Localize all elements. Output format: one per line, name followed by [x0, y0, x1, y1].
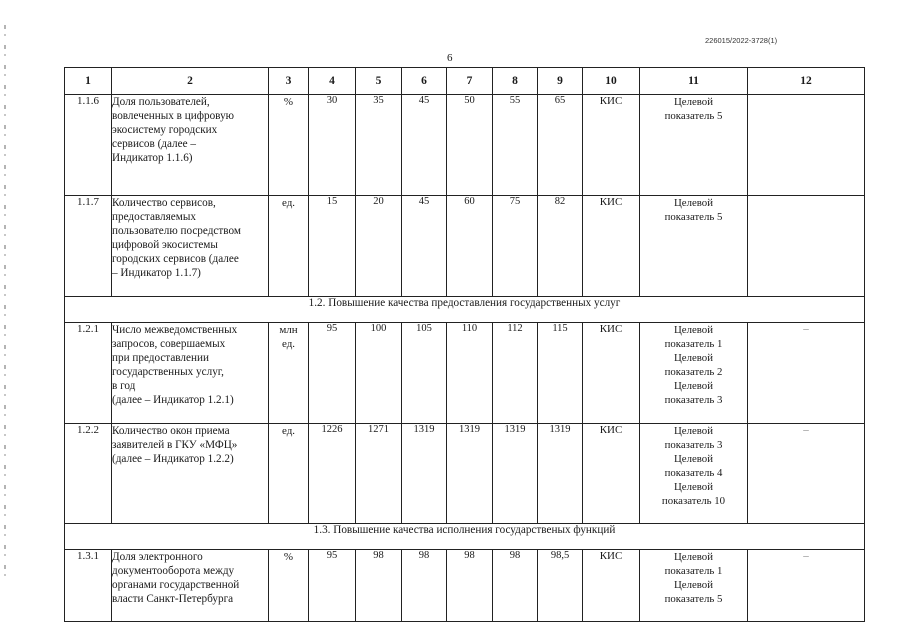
value-cell: 55 [493, 95, 538, 196]
scan-edge-mark [4, 25, 6, 585]
note-line: Целевой [674, 551, 713, 563]
col-header: 7 [447, 68, 493, 95]
section-row [65, 297, 865, 323]
source-cell: КИС [583, 323, 640, 424]
value-cell: 20 [356, 196, 402, 297]
note-line: показатель 2 [664, 366, 723, 378]
value-cell: 98 [356, 550, 402, 622]
unit [269, 323, 309, 424]
value-cell: 60 [447, 196, 493, 297]
note-line: показатель 5 [664, 211, 723, 223]
value-cell: 50 [447, 95, 493, 196]
value-cell: 1226 [309, 424, 356, 524]
col-header: 9 [538, 68, 583, 95]
name-line: Доля пользователей, [112, 96, 210, 108]
name-line: запросов, совершаемых [112, 338, 226, 350]
indicator-name [112, 323, 269, 424]
value-cell: 115 [538, 323, 583, 424]
note-line: Целевой [674, 352, 713, 364]
header-row [65, 68, 865, 95]
extra-cell: – [748, 323, 865, 424]
name-line: (далее – Индикатор 1.2.2) [112, 453, 234, 465]
value-cell: 45 [402, 196, 447, 297]
unit-line: % [283, 551, 294, 563]
indicator-number: 1.3.1 [65, 550, 112, 622]
value-cell: 1319 [493, 424, 538, 524]
col-header: 4 [309, 68, 356, 95]
value-cell: 100 [356, 323, 402, 424]
indicator-name [112, 95, 269, 196]
value-cell: 1319 [447, 424, 493, 524]
value-cell: 98,5 [538, 550, 583, 622]
extra-cell: – [748, 424, 865, 524]
col-header: 12 [748, 68, 865, 95]
note-line: Целевой [674, 425, 713, 437]
name-line: цифровой экосистемы [112, 239, 218, 251]
name-line: в год [112, 380, 136, 392]
col-header: 11 [640, 68, 748, 95]
value-cell: 98 [402, 550, 447, 622]
indicator-name [112, 424, 269, 524]
note-line: Целевой [674, 481, 713, 493]
unit-line: ед. [281, 338, 296, 350]
value-cell: 105 [402, 323, 447, 424]
target-note [640, 550, 748, 622]
unit-line: млн [279, 324, 298, 336]
section-row [65, 524, 865, 550]
col-header: 3 [269, 68, 309, 95]
col-header: 2 [112, 68, 269, 95]
name-line: (далее – Индикатор 1.2.1) [112, 394, 234, 406]
note-line: Целевой [674, 96, 713, 108]
extra-cell [748, 196, 865, 297]
col-header: 8 [493, 68, 538, 95]
indicator-number: 1.1.7 [65, 196, 112, 297]
note-line: Целевой [674, 453, 713, 465]
value-cell: 15 [309, 196, 356, 297]
target-note [640, 424, 748, 524]
table-row [65, 424, 865, 524]
indicator-number: 1.2.2 [65, 424, 112, 524]
source-cell: КИС [583, 196, 640, 297]
unit [269, 550, 309, 622]
name-line: Число межведомственных [112, 324, 238, 336]
value-cell: 95 [309, 323, 356, 424]
section-title: 1.2. Повышение качества предоставления государственных услуг [65, 297, 865, 323]
page-number: 6 [447, 52, 453, 64]
name-line: городских сервисов (далее [112, 253, 239, 265]
unit-line: ед. [281, 197, 296, 209]
unit [269, 196, 309, 297]
value-cell: 110 [447, 323, 493, 424]
name-line: сервисов (далее – [112, 138, 196, 150]
name-line: экосистему городских [112, 124, 218, 136]
col-header: 6 [402, 68, 447, 95]
value-cell: 1271 [356, 424, 402, 524]
document-id: 226015/2022-3728(1) [705, 36, 778, 45]
extra-cell: – [748, 550, 865, 622]
note-line: показатель 3 [664, 394, 723, 406]
name-line: предоставляемых [112, 211, 196, 223]
unit [269, 424, 309, 524]
target-note [640, 95, 748, 196]
value-cell: 65 [538, 95, 583, 196]
name-line: органами государственной [112, 579, 240, 591]
name-line: Количество окон приема [112, 425, 230, 437]
name-line: Количество сервисов, [112, 197, 216, 209]
note-line: показатель 5 [664, 593, 723, 605]
note-line: показатель 5 [664, 110, 723, 122]
col-header: 1 [65, 68, 112, 95]
name-line: при предоставлении [112, 352, 209, 364]
table-row [65, 95, 865, 196]
source-cell: КИС [583, 550, 640, 622]
note-line: Целевой [674, 197, 713, 209]
value-cell: 1319 [402, 424, 447, 524]
value-cell: 82 [538, 196, 583, 297]
indicator-number: 1.2.1 [65, 323, 112, 424]
section-title: 1.3. Повышение качества исполнения государственых функций [65, 524, 865, 550]
col-header: 5 [356, 68, 402, 95]
note-line: Целевой [674, 324, 713, 336]
name-line: власти Санкт-Петербурга [112, 593, 234, 605]
value-cell: 30 [309, 95, 356, 196]
table-row [65, 323, 865, 424]
table-row [65, 196, 865, 297]
source-cell: КИС [583, 424, 640, 524]
name-line: Индикатор 1.1.6) [112, 152, 193, 164]
name-line: вовлеченных в цифровую [112, 110, 235, 122]
value-cell: 112 [493, 323, 538, 424]
unit-line: % [283, 96, 294, 108]
indicator-name [112, 196, 269, 297]
value-cell: 98 [493, 550, 538, 622]
name-line: пользователю посредством [112, 225, 241, 237]
name-line: заявителей в ГКУ «МФЦ» [112, 439, 238, 451]
value-cell: 1319 [538, 424, 583, 524]
note-line: показатель 3 [664, 439, 723, 451]
extra-cell [748, 95, 865, 196]
name-line: – Индикатор 1.1.7) [112, 267, 201, 279]
value-cell: 75 [493, 196, 538, 297]
target-note [640, 323, 748, 424]
value-cell: 95 [309, 550, 356, 622]
note-line: Целевой [674, 579, 713, 591]
value-cell: 45 [402, 95, 447, 196]
note-line: показатель 1 [664, 338, 723, 350]
indicator-name [112, 550, 269, 622]
unit [269, 95, 309, 196]
note-line: показатель 4 [664, 467, 723, 479]
indicator-table [64, 67, 865, 622]
name-line: государственных услуг, [112, 366, 224, 378]
source-cell: КИС [583, 95, 640, 196]
table-row [65, 550, 865, 622]
value-cell: 98 [447, 550, 493, 622]
note-line: Целевой [674, 380, 713, 392]
name-line: Доля электронного [112, 551, 203, 563]
indicator-number: 1.1.6 [65, 95, 112, 196]
unit-line: ед. [281, 425, 296, 437]
target-note [640, 196, 748, 297]
note-line: показатель 10 [661, 495, 726, 507]
note-line: показатель 1 [664, 565, 723, 577]
name-line: документооборота между [112, 565, 235, 577]
value-cell: 35 [356, 95, 402, 196]
col-header: 10 [583, 68, 640, 95]
